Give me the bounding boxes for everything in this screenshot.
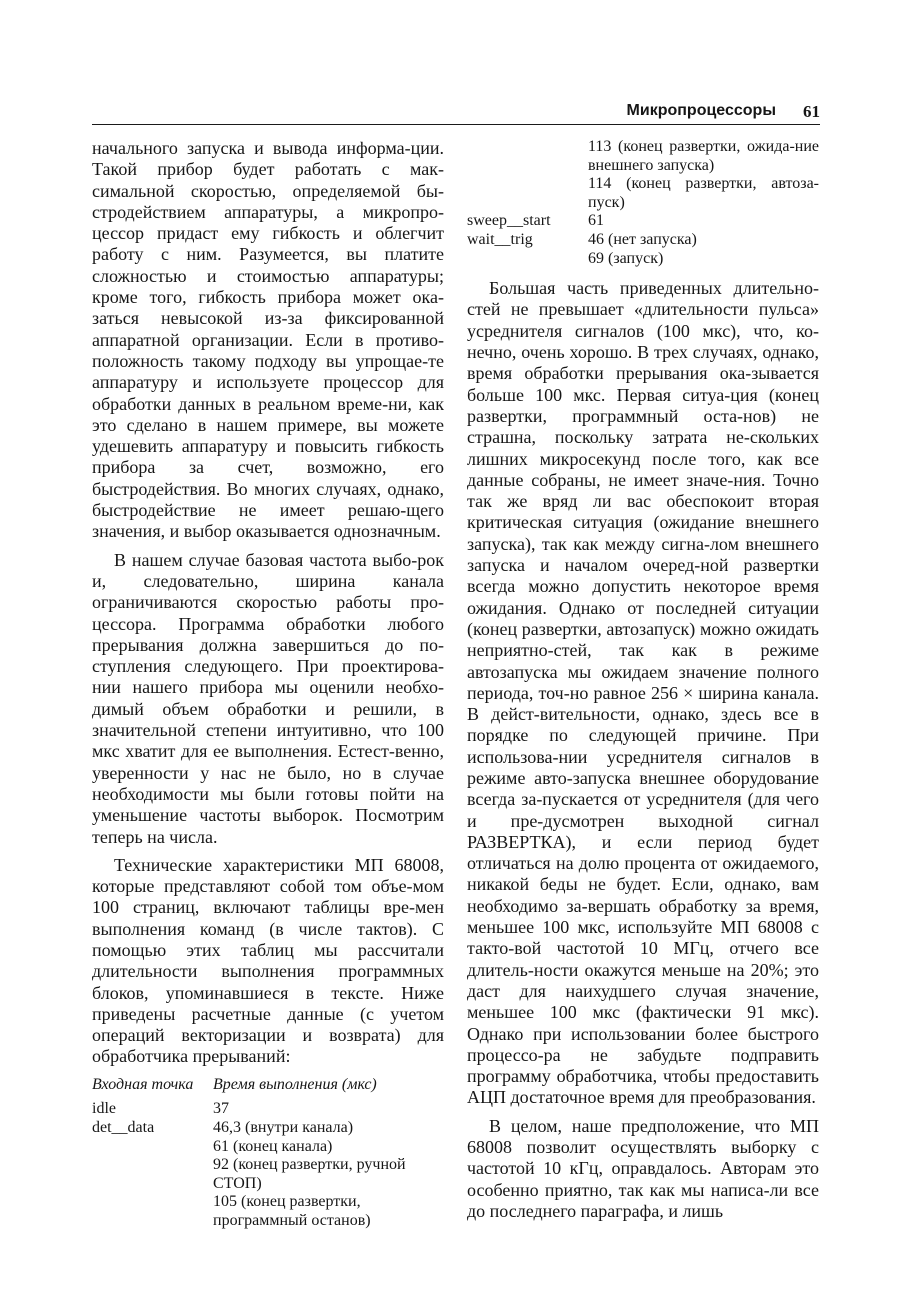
left-column — [92, 138, 444, 1231]
exec-time: 46,3 (внутри канала) — [213, 1118, 354, 1136]
entry-point: idle — [92, 1100, 116, 1118]
entry-point — [467, 175, 588, 212]
exec-time: 37 — [213, 1100, 229, 1118]
running-title: Микропроцессоры — [626, 102, 776, 119]
entry-point — [92, 1193, 213, 1230]
page-number: 61 — [803, 102, 820, 121]
exec-time-header: Время выполнения (мкс) — [213, 1075, 377, 1093]
entry-point-header: Входная точка — [92, 1075, 194, 1093]
exec-time: 113 (конец развертки, ожида-ние внешнего запуска) — [588, 138, 819, 174]
right-paragraph-2: В целом, наше предположение, что МП 68008 позволит осуществлять выборку с частотой 10 кГц, оправдалось. Авторам это особенно приятно, так как мы написа-ли все до последнего параграфа, и лишь — [467, 1115, 819, 1221]
entry-point — [467, 138, 588, 175]
timing-table-header — [92, 1076, 444, 1095]
entry-point: sweep__start — [467, 212, 551, 230]
table-row — [92, 1138, 444, 1157]
entry-point — [92, 1138, 213, 1157]
entry-point: det__data — [92, 1118, 155, 1136]
exec-time: 61 (конец канала) — [213, 1137, 333, 1155]
table-row — [92, 1119, 444, 1138]
table-row — [92, 1100, 444, 1119]
exec-time: 114 (конец развертки, автоза-пуск) — [588, 175, 819, 211]
table-row — [467, 212, 819, 231]
left-paragraph-3: Технические характеристики МП 68008, которые представляют собой том объе-мом 100 страниц, включают таблицы вре-мен выполнения команд (в числе тактов). С помощью этих таблиц мы рассчитали длительности выполнения программных блоков, упоминавшиеся в тексте. Ниже приведены расчетные данные (с учетом операций векторизации и возврата) для обработчика прерываний: — [92, 854, 444, 1067]
table-row — [467, 231, 819, 250]
table-row — [92, 1156, 444, 1193]
left-paragraph-1: начального запуска и вывода информа-ции. Такой прибор будет работать с мак-симальной скоростью, определяемой бы-стродействием аппаратуры, а микропро-цессор придаст ему гибкость и облегчит работу с ним. Разумеется, вы платите сложностью и стоимостью аппаратуры; кроме того, гибкость прибора может ока-заться невысокой из-за фиксированной аппаратной организации. Если в противо-положность такому подходу вы упрощае-те аппаратуру и используете процессор для обработки данных в реальном време-ни, как это сделано в нашем примере, вы можете удешевить аппаратуру и повысить гибкость прибора за счет, возможно, его быстродействия. Во многих случаях, однако, быстродействие не имеет решаю-щего значения, и выбор оказывается однозначным. — [92, 138, 444, 542]
entry-point: wait__trig — [467, 230, 533, 248]
table-row — [467, 175, 819, 212]
table-row — [467, 250, 819, 269]
right-paragraph-1: Большая часть приведенных длительно-стей не превышает «длительности пульса» усреднителя сигналов (100 мкс), что, ко-нечно, очень хорошо. В трех случаях, однако, время обработки прерывания ока-зывается больше 100 мкс. Первая ситуа-ция (конец развертки, программный оста-нов) не страшна, поскольку затрата не-скольких лишних микросекунд после того, как все данные собраны, не имеет значе-ния. Точно так же вряд ли вас обеспокоит вторая критическая ситуация (ожидание внешнего запуска), так как между сигна-лом внешнего запуска и началом очеред-ной развертки всегда можно допустить некоторое время ожидания. Однако от последней ситуации (конец развертки, автозапуск) можно ожидать неприятно-стей, так как в режиме автозапуска мы ожидаем значение полного периода, точ-но равное 256 × ширина канала. В дейст-вительности, однако, здесь все в порядке по следующей причине. При использова-нии усреднителя сигналов в режиме авто-запуска внешнее оборудование всегда за-пускается от усреднителя (для чего и пре-дусмотрен выходной сигнал РАЗВЕРТКА), и если период будет отличаться на долю процента от ожидаемого, никакой беды не будет. Если, однако, вам необходимо за-вершать обработку за время, меньшее 100 мкс, используйте МП 68008 с такто-вой частотой 10 МГц, отчего все длитель-ности окажутся меньше на 20%; это даст для наихудшего случая значение, меньшее 100 мкс (фактически 91 мкс). Однако при использовании более быстрого процессо-ра не забудьте подправить программу обработчика, чтобы предоставить АЦП достаточное время для преобразования. — [467, 278, 819, 1108]
table-row — [92, 1193, 444, 1230]
exec-time: 61 — [588, 212, 604, 230]
entry-point — [92, 1156, 213, 1193]
exec-time: 92 (конец развертки, ручной СТОП) — [213, 1156, 406, 1192]
timing-table-continued — [467, 138, 819, 268]
right-column — [467, 138, 819, 1222]
running-header — [92, 100, 820, 125]
exec-time: 69 (запуск) — [588, 249, 664, 267]
table-row — [467, 138, 819, 175]
entry-point — [467, 250, 588, 269]
timing-table — [92, 1076, 444, 1231]
exec-time: 105 (конец развертки, программный останов) — [213, 1193, 371, 1229]
left-paragraph-2: В нашем случае базовая частота выбо-рок и, следовательно, ширина канала ограничиваются скоростью работы про-цессора. Программа обработки любого прерывания должна завершиться до по-ступления следующего. При проектирова-нии нашего прибора мы оценили необхо-димый объем обработки и решили, в значительной степени интуитивно, что 100 мкс хватит для ее выполнения. Естест-венно, уверенности у нас не было, но в случае необходимости мы были готовы пойти на уменьшение частоты выборок. Посмотрим теперь на числа. — [92, 549, 444, 847]
exec-time: 46 (нет запуска) — [588, 230, 697, 248]
